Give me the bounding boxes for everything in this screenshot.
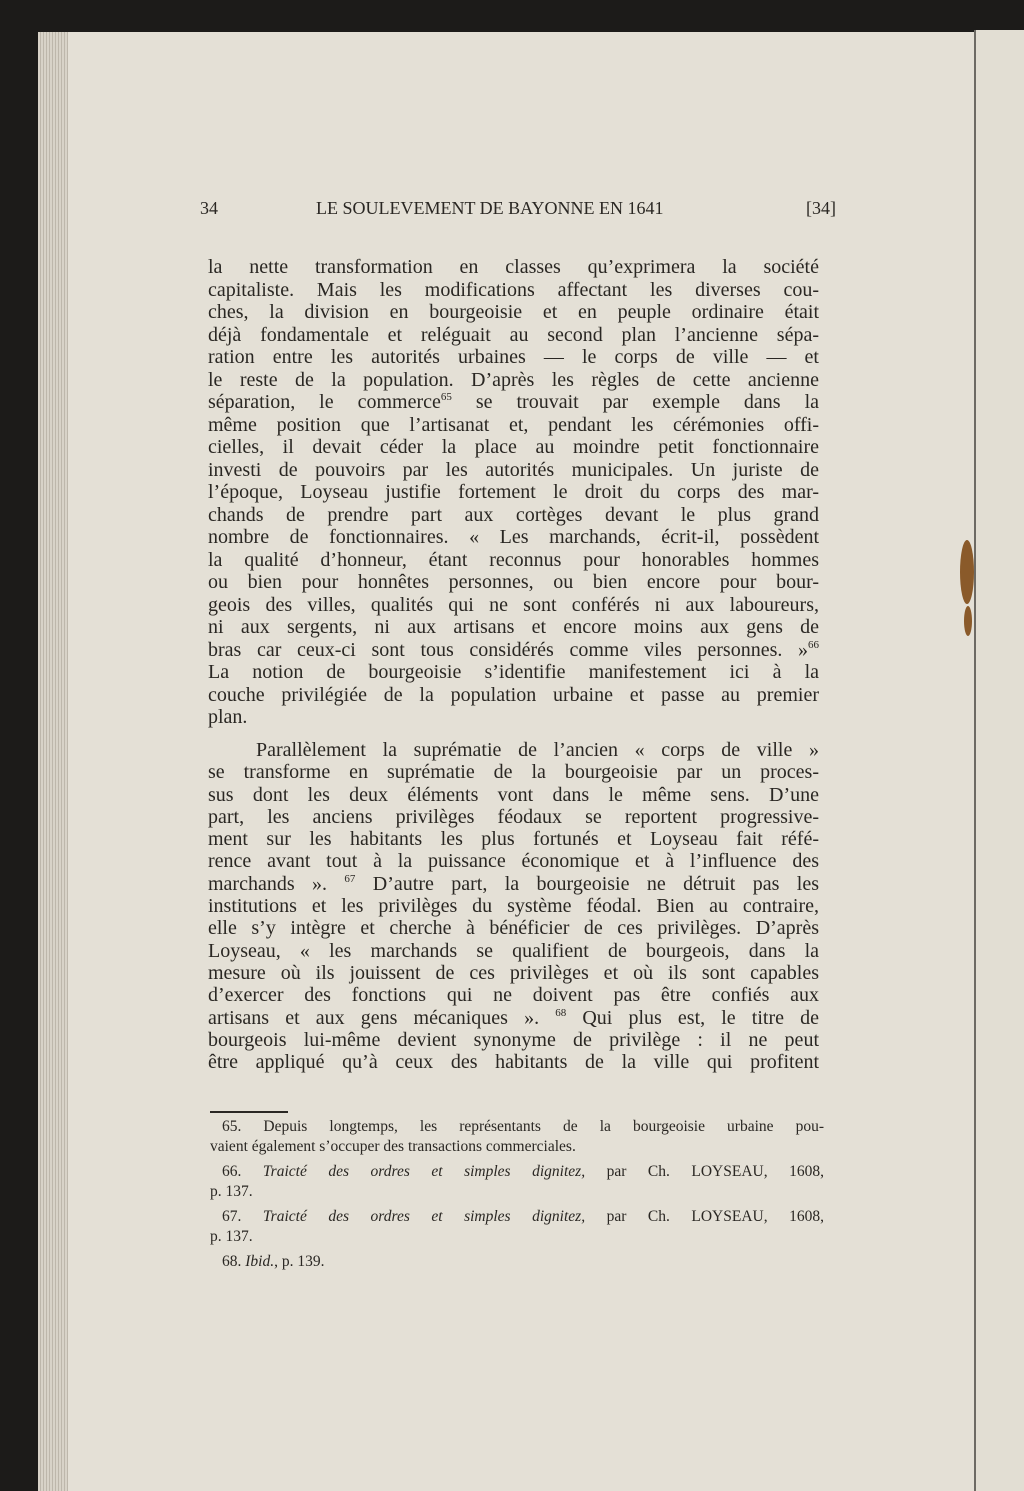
footnote <box>210 1162 824 1202</box>
text-segment: mesure où ils jouissent de ces privilèges et où ils sont capables <box>208 961 819 984</box>
text-segment: déjà fondamentale et reléguait au second plan l’ancienne sépa- <box>208 323 819 346</box>
text-segment: vaient également s’occuper des transactions commerciales. <box>210 1138 576 1155</box>
text-segment: Traicté des ordres et simples dignitez, <box>262 1208 586 1225</box>
text-line <box>208 917 819 939</box>
text-line <box>208 571 819 594</box>
footnote-line <box>210 1207 824 1227</box>
text-segment: plan. <box>208 706 248 728</box>
text-line <box>208 1029 819 1051</box>
text-segment: la qualité d’honneur, étant reconnus pour honorables hommes <box>208 548 819 571</box>
text-line <box>208 661 819 684</box>
text-segment: rence avant tout à la puissance économique et à l’influence des <box>208 850 819 873</box>
text-line <box>208 940 819 962</box>
footnote <box>210 1207 824 1247</box>
text-line <box>208 369 819 392</box>
paper-stain <box>964 606 972 636</box>
text-line <box>208 256 819 279</box>
text-line <box>208 639 819 662</box>
paragraph-2 <box>208 739 819 1073</box>
text-line <box>208 984 819 1006</box>
text-segment: 65. Depuis longtemps, les représentants de la bourgeoisie urbaine pou- <box>222 1118 824 1135</box>
text-segment: capitaliste. Mais les modifications affectant les diverses cou- <box>208 278 819 301</box>
footnote-line <box>210 1252 824 1272</box>
text-segment: couche privilégiée de la population urbaine et passe au premier <box>208 683 819 706</box>
text-line <box>208 784 819 806</box>
text-segment: nombre de fonctionnaires. « Les marchands, écrit-il, possèdent <box>208 526 819 548</box>
footnote-reference: 68 <box>555 1006 567 1019</box>
text-segment: Loyseau, « les marchands se qualifient de bourgeois, dans la <box>208 939 819 962</box>
text-segment: séparation, le commerce <box>208 391 441 413</box>
text-segment: ment sur les habitants les plus fortunés et Loyseau fait réfé- <box>208 828 819 851</box>
page-number: 34 <box>200 198 218 218</box>
text-segment: être appliqué qu’à ceux des habitants de la ville qui profitent <box>208 1051 819 1074</box>
text-segment: la nette transformation en classes qu’exprimera la société <box>208 256 819 278</box>
text-segment: Qui plus est, le titre de <box>566 1006 820 1029</box>
text-line <box>208 459 819 482</box>
text-segment: Traicté des ordres et simples dignitez, <box>262 1163 586 1180</box>
text-line <box>208 1051 819 1073</box>
text-segment: même position que l’artisanat et, pendant les cérémonies offi- <box>208 413 819 436</box>
text-segment: 68. <box>222 1253 246 1270</box>
text-segment: le reste de la population. D’après les règles de cette ancienne <box>208 368 819 391</box>
text-line <box>208 962 819 984</box>
text-segment: part, les anciens privilèges féodaux se reportent progressive- <box>208 805 819 828</box>
text-segment: se trouvait par exemple dans la <box>451 391 819 413</box>
footnote-line <box>210 1182 824 1202</box>
footnote-line <box>210 1162 824 1182</box>
text-segment: , p. 139. <box>274 1253 325 1270</box>
text-segment: artisans et aux gens mécaniques ». <box>208 1006 556 1029</box>
text-segment: ni aux sergents, ni aux artisans et encore moins aux gens de <box>208 616 819 638</box>
text-line <box>208 761 819 783</box>
footnote-line <box>210 1117 824 1137</box>
footnote-reference: 67 <box>344 872 356 885</box>
text-line <box>208 594 819 617</box>
text-segment: geois des villes, qualités qui ne sont conférés ni aux laboureurs, <box>208 593 819 616</box>
text-segment: p. 137. <box>210 1183 253 1200</box>
running-title: LE SOULEVEMENT DE BAYONNE EN 1641 <box>316 198 664 218</box>
footnote-line <box>210 1137 824 1157</box>
text-line <box>208 706 819 729</box>
text-line <box>208 279 819 302</box>
text-line <box>208 828 819 850</box>
text-segment: investi de pouvoirs par les autorités municipales. Un juriste de <box>208 458 819 481</box>
text-segment: sus dont les deux éléments vont dans le même sens. D’une <box>208 783 819 806</box>
bracket-page-number: [34] <box>806 198 836 218</box>
text-segment: bourgeois lui-même devient synonyme de privilège : il ne peut <box>208 1028 819 1051</box>
text-segment: marchands ». <box>208 872 345 895</box>
text-segment: par Ch. LOYSEAU, 1608, <box>585 1163 825 1180</box>
text-segment: chands de prendre part aux cortèges devant le plus grand <box>208 503 819 526</box>
footnote-reference: 65 <box>440 391 452 403</box>
text-line <box>208 873 819 895</box>
text-segment: l’époque, Loyseau justifie fortement le droit du corps des mar- <box>208 481 819 503</box>
text-line <box>208 526 819 549</box>
text-segment: Parallèlement la suprématie de l’ancien « corps de ville » <box>256 739 819 761</box>
footnotes <box>210 1117 824 1277</box>
text-segment: ches, la division en bourgeoisie et en peuple ordinaire était <box>208 301 819 323</box>
text-line <box>208 414 819 437</box>
text-line <box>208 301 819 324</box>
paper-stain <box>960 540 974 604</box>
text-line <box>208 739 819 761</box>
text-segment: elle s’y intègre et cherche à bénéficier de ces privilèges. D’après <box>208 917 819 940</box>
text-line <box>208 895 819 917</box>
footnote <box>210 1117 824 1157</box>
text-segment: 66. <box>222 1163 263 1180</box>
footnote-line <box>210 1227 824 1247</box>
text-line <box>208 481 819 504</box>
text-segment: institutions et les privilèges du système féodal. Bien au contraire, <box>208 895 819 918</box>
footnote-reference: 66 <box>808 638 819 651</box>
paragraph-1 <box>208 256 819 729</box>
text-segment: ou bien pour honnêtes personnes, ou bien encore pour bour- <box>208 571 819 593</box>
text-segment: bras car ceux-ci sont tous considérés comme viles personnes. » <box>208 638 808 661</box>
text-segment: cielles, il devait céder la place au moindre petit fonctionnaire <box>208 436 819 458</box>
text-line <box>208 436 819 459</box>
text-segment: Ibid. <box>245 1253 275 1270</box>
text-line <box>208 616 819 639</box>
text-segment: se transforme en suprématie de la bourgeoisie par un proces- <box>208 761 819 784</box>
text-segment: p. 137. <box>210 1228 253 1245</box>
text-line <box>208 1007 819 1029</box>
footnote <box>210 1252 824 1272</box>
text-segment: 67. <box>222 1208 263 1225</box>
text-segment: ration entre les autorités urbaines — le corps de ville — et <box>208 346 819 368</box>
text-line <box>208 391 819 414</box>
facing-page-edge <box>974 30 1024 1491</box>
text-line <box>208 324 819 347</box>
page-edges <box>38 32 68 1491</box>
text-line <box>208 806 819 828</box>
text-segment: La notion de bourgeoisie s’identifie manifestement ici à la <box>208 661 819 683</box>
text-segment: d’exercer des fonctions qui ne doivent pas être confiés aux <box>208 984 819 1007</box>
text-line <box>208 504 819 527</box>
text-line <box>208 346 819 369</box>
text-segment: D’autre part, la bourgeoisie ne détruit pas les <box>355 872 819 895</box>
text-segment: par Ch. LOYSEAU, 1608, <box>585 1208 825 1225</box>
text-line <box>208 684 819 707</box>
text-line <box>208 549 819 572</box>
text-line <box>208 850 819 872</box>
footnote-separator <box>210 1111 288 1113</box>
